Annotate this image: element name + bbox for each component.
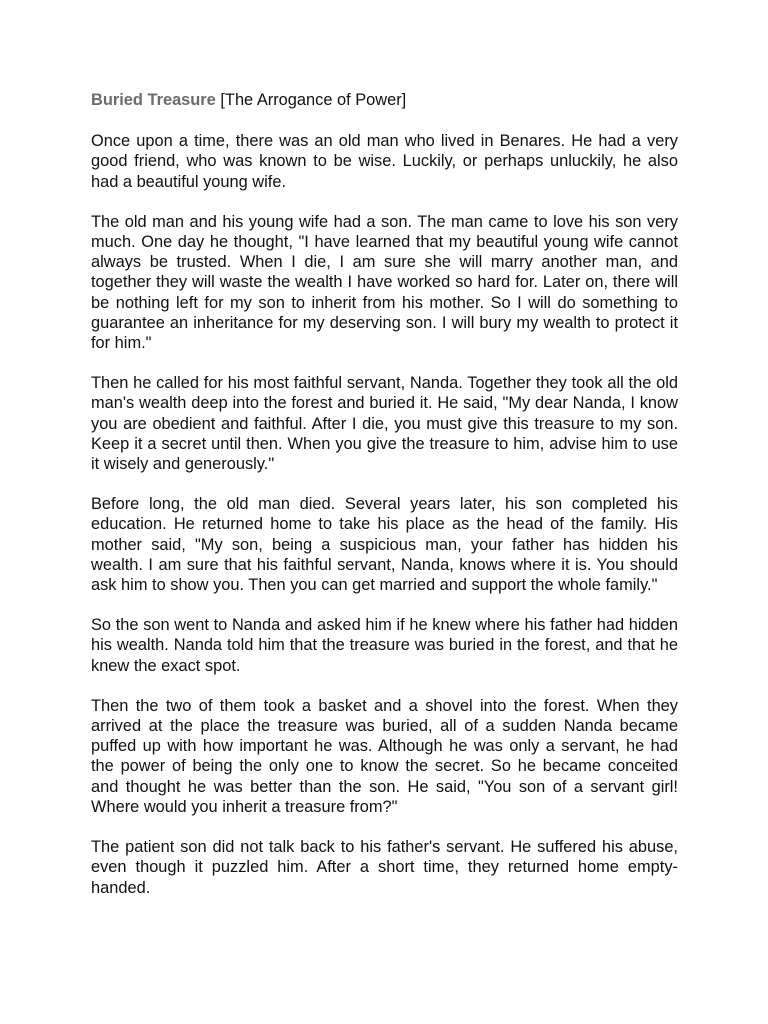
story-subtitle: [The Arrogance of Power] xyxy=(220,91,407,109)
paragraph-4: Before long, the old man died. Several years later, his son completed his education. He returned home to take his place as the head of the family. His mother said, "My son, being a suspicious man, your father has hidden his wealth. I am sure that his faithful servant, Nanda, knows where it is. You should ask him to show you. Then you can get married and support the whole family." xyxy=(91,495,678,595)
document-page xyxy=(91,90,678,918)
paragraph-5: So the son went to Nanda and asked him if he knew where his father had hidden his wealth. Nanda told him that the treasure was buried in the forest, and that he knew the exact spot. xyxy=(91,616,678,675)
paragraph-3: Then he called for his most faithful servant, Nanda. Together they took all the old man's wealth deep into the forest and buried it. He said, "My dear Nanda, I know you are obedient and faithful. After I die, you must give this treasure to my son. Keep it a secret until then. When you give the treasure to him, advise him to use it wisely and generously." xyxy=(91,374,678,474)
paragraph-2: The old man and his young wife had a son. The man came to love his son very much. One day he thought, "I have learned that my beautiful young wife cannot always be trusted. When I die, I am sure she will marry another man, and together they will waste the wealth I have worked so hard for. Later on, there will be nothing left for my son to inherit from his mother. So I will do something to guarantee an inheritance for my deserving son. I will bury my wealth to protect it for him." xyxy=(91,212,678,353)
paragraph-7: The patient son did not talk back to his father's servant. He suffered his abuse, even though it puzzled him. After a short time, they returned home empty-handed. xyxy=(91,838,678,897)
paragraph-6: Then the two of them took a basket and a shovel into the forest. When they arrived at the place the treasure was buried, all of a sudden Nanda became puffed up with how important he was. Although he was only a servant, he had the power of being the only one to know the secret. So he became conceited and thought he was better than the son. He said, "You son of a servant girl! Where would you inherit a treasure from?" xyxy=(91,696,678,816)
paragraph-1: Once upon a time, there was an old man who lived in Benares. He had a very good friend, who was known to be wise. Luckily, or perhaps unluckily, he also had a beautiful young wife. xyxy=(91,132,678,191)
story-title: Buried Treasure xyxy=(91,91,216,109)
story-heading xyxy=(91,90,678,110)
